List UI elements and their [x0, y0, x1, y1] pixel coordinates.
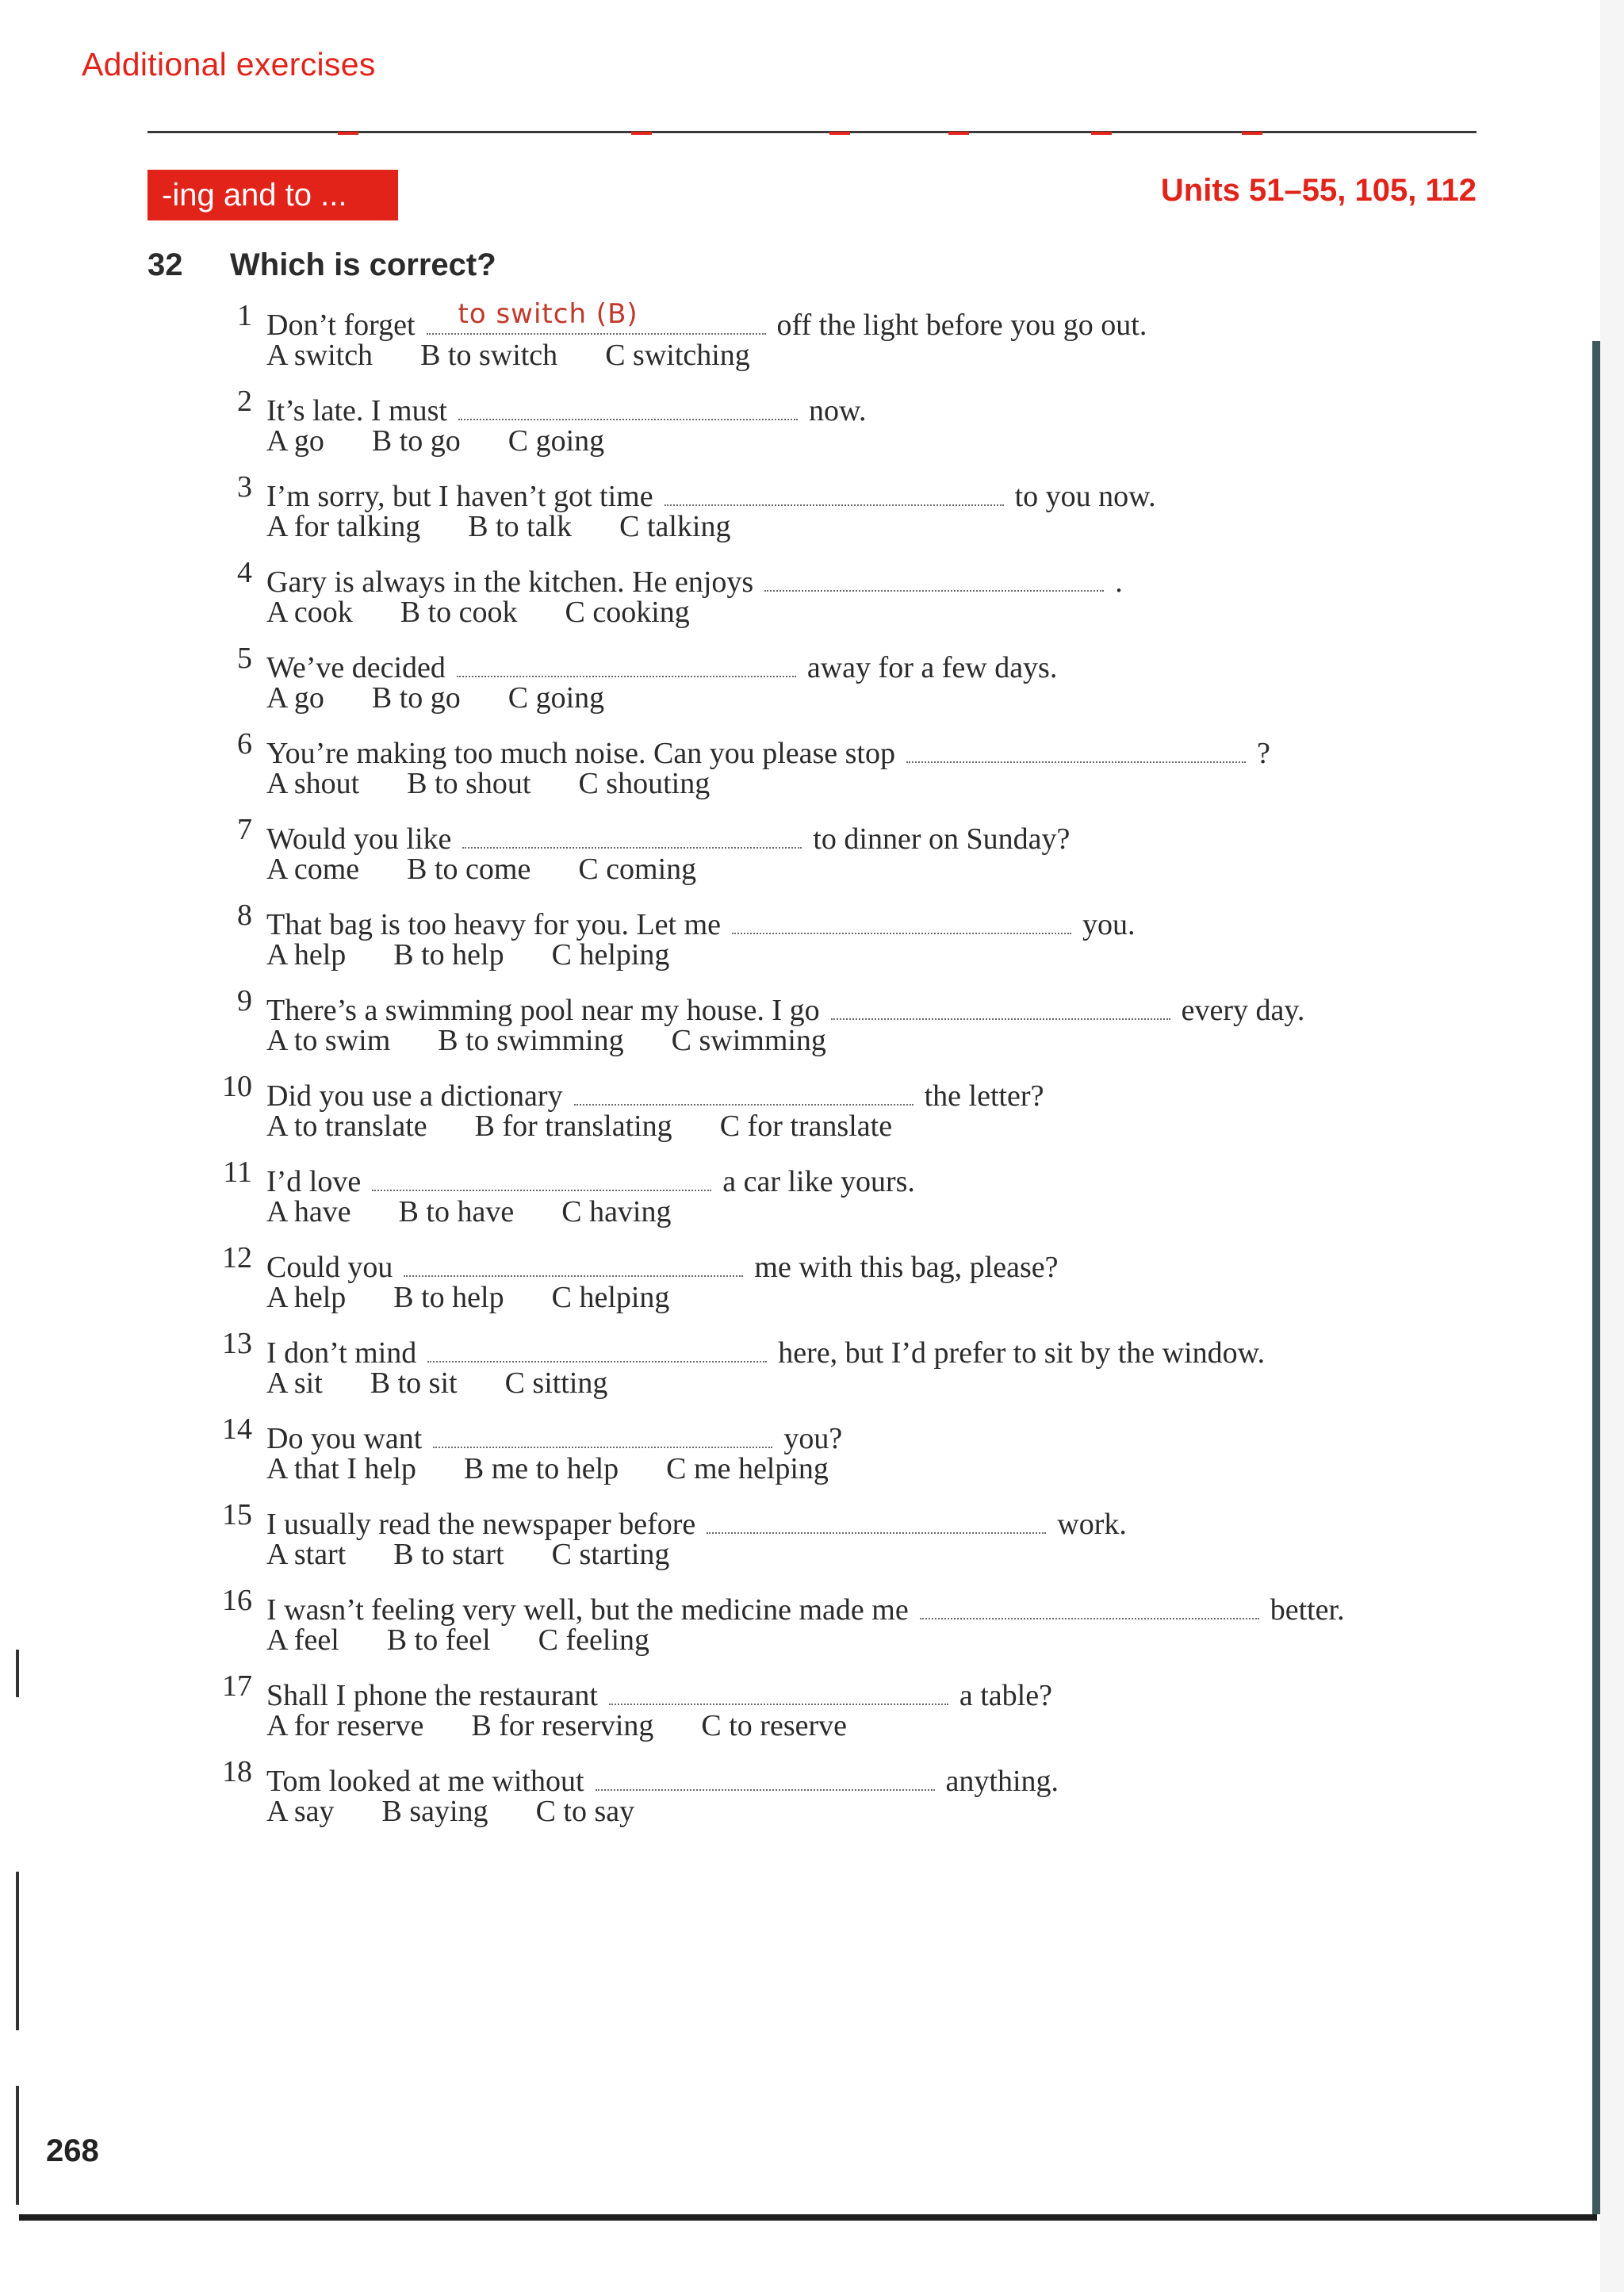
sentence-end: a car like yours. — [722, 1165, 915, 1198]
answer-blank[interactable] — [462, 812, 802, 849]
answer-option[interactable]: B to have — [398, 1195, 515, 1228]
answer-option[interactable]: C swimming — [671, 1024, 826, 1057]
answer-option[interactable]: A to translate — [266, 1110, 427, 1143]
answer-option[interactable]: A feel — [266, 1623, 339, 1657]
answer-option[interactable]: B for translating — [474, 1110, 672, 1143]
answer-option[interactable]: B to help — [393, 1281, 504, 1314]
answer-option[interactable]: C to reserve — [701, 1709, 848, 1742]
answer-options — [266, 1451, 876, 1486]
question-item — [0, 1412, 1624, 1497]
answer-blank[interactable] — [427, 1326, 767, 1363]
answer-option[interactable]: C coming — [578, 853, 697, 886]
sentence-start: I don’t mind — [266, 1336, 417, 1370]
answer-blank[interactable] — [574, 1069, 914, 1106]
question-sentence — [266, 1754, 1059, 1799]
sentence-end: ? — [1257, 737, 1270, 770]
answer-option[interactable]: A that I help — [266, 1452, 416, 1485]
answer-option[interactable]: B to cook — [400, 596, 518, 629]
sentence-end: you. — [1082, 908, 1136, 941]
question-item — [0, 555, 1624, 641]
question-sentence — [266, 898, 1136, 942]
page-spine — [1600, 0, 1624, 2292]
answer-option[interactable]: A go — [266, 424, 324, 458]
answer-option[interactable]: A come — [266, 853, 360, 886]
sentence-start: I’m sorry, but I haven’t got time — [266, 480, 653, 513]
question-number: 3 — [237, 470, 252, 504]
answer-blank[interactable] — [457, 641, 796, 677]
answer-option[interactable]: B to help — [393, 938, 504, 972]
answer-blank[interactable] — [596, 1754, 935, 1791]
sentence-start: Do you want — [266, 1422, 423, 1455]
question-sentence — [266, 1497, 1127, 1542]
sentence-start: That bag is too heavy for you. Let me — [266, 908, 722, 941]
answer-option[interactable]: B saying — [381, 1795, 488, 1828]
answer-option[interactable]: C for translate — [719, 1110, 893, 1143]
sentence-start: Could you — [266, 1251, 393, 1284]
sentence-end: here, but I’d prefer to sit by the window. — [778, 1336, 1266, 1370]
question-sentence — [266, 983, 1304, 1028]
sentence-start: Tom looked at me without — [266, 1765, 584, 1798]
header-rule-accents — [147, 132, 1477, 135]
question-number: 9 — [237, 984, 252, 1018]
answer-blank[interactable] — [404, 1240, 743, 1277]
answer-options — [266, 680, 652, 715]
sentence-start: I’d love — [266, 1165, 362, 1198]
question-sentence — [266, 384, 866, 428]
answer-blank[interactable] — [920, 1583, 1259, 1619]
question-number: 18 — [222, 1755, 252, 1788]
question-item — [0, 1497, 1624, 1583]
units-reference: Units 51–55, 105, 112 — [1160, 173, 1477, 208]
sentence-end: every day. — [1181, 994, 1305, 1027]
answer-blank[interactable] — [433, 1412, 772, 1448]
question-number: 4 — [237, 556, 252, 589]
sentence-end: better. — [1270, 1593, 1345, 1627]
answer-options — [266, 937, 717, 972]
sentence-start: There’s a swimming pool near my house. I go — [266, 994, 820, 1027]
answer-option[interactable]: C helping — [551, 1281, 670, 1314]
answer-option[interactable]: A help — [266, 1281, 347, 1314]
sentence-end: me with this bag, please? — [754, 1251, 1059, 1284]
answer-option[interactable]: B to shout — [407, 767, 531, 800]
answer-option[interactable]: A sit — [266, 1366, 323, 1400]
answer-option[interactable]: B to come — [407, 853, 531, 886]
question-item — [0, 1155, 1624, 1240]
answer-option[interactable]: A have — [266, 1195, 351, 1228]
answer-options — [266, 1109, 940, 1144]
sentence-end: to dinner on Sunday? — [813, 822, 1071, 856]
question-number: 5 — [237, 642, 252, 675]
answer-options — [266, 595, 737, 630]
question-sentence — [266, 1326, 1265, 1370]
question-number: 17 — [222, 1669, 252, 1703]
question-sentence — [266, 555, 1123, 600]
question-number: 1 — [237, 299, 252, 332]
running-header: Additional exercises — [82, 46, 376, 82]
answer-option[interactable]: A for talking — [266, 510, 421, 543]
answer-option[interactable]: C cooking — [565, 596, 690, 629]
sentence-end: away for a few days. — [806, 651, 1058, 684]
question-item — [0, 470, 1624, 555]
sentence-end: work. — [1057, 1508, 1127, 1541]
answer-blank[interactable] — [764, 555, 1104, 592]
answer-option[interactable]: A shout — [266, 767, 360, 800]
binding-mark — [16, 2086, 19, 2205]
question-number: 8 — [237, 899, 252, 932]
answer-option[interactable]: A help — [266, 938, 347, 972]
answer-blank[interactable] — [831, 983, 1170, 1020]
sentence-start: You’re making too much noise. Can you please stop — [266, 737, 895, 770]
sentence-end: anything. — [945, 1765, 1059, 1798]
answer-options — [266, 1194, 719, 1229]
question-sentence — [266, 298, 1147, 343]
section-tag: -ing and to ... — [147, 170, 398, 220]
answer-option[interactable]: A go — [266, 681, 324, 715]
binding-mark — [16, 1872, 19, 2030]
exercise-title: Which is correct? — [230, 247, 496, 282]
page-edge-shadow — [1592, 341, 1600, 2214]
answer-option[interactable]: B to swimming — [438, 1024, 624, 1057]
question-sentence — [266, 470, 1156, 514]
answer-option[interactable]: B to go — [371, 681, 461, 715]
answer-blank[interactable] — [427, 298, 766, 335]
question-list — [0, 298, 1624, 1840]
answer-option[interactable]: B to talk — [468, 510, 573, 543]
question-number: 14 — [222, 1412, 252, 1446]
answer-options — [266, 1366, 655, 1401]
answer-options — [266, 1623, 697, 1658]
sentence-start: I usually read the newspaper before — [266, 1508, 696, 1541]
answer-blank[interactable] — [665, 470, 1004, 506]
answer-option[interactable]: B to switch — [420, 339, 558, 372]
answer-option[interactable]: A say — [266, 1795, 335, 1828]
sentence-start: I wasn’t feeling very well, but the medicine made me — [266, 1593, 909, 1627]
sentence-end: . — [1115, 565, 1123, 599]
answer-option[interactable]: C talking — [619, 510, 731, 543]
question-item — [0, 983, 1624, 1069]
answer-option[interactable]: C feeling — [538, 1623, 650, 1657]
sentence-end: to you now. — [1014, 480, 1156, 513]
question-item — [0, 1669, 1624, 1754]
answer-option[interactable]: B me to help — [463, 1452, 619, 1485]
sentence-start: Don’t forget — [266, 309, 416, 342]
sentence-start: Gary is always in the kitchen. He enjoys — [266, 565, 754, 599]
answer-options — [266, 424, 652, 458]
question-sentence — [266, 1240, 1058, 1285]
answer-option[interactable]: B for reserving — [471, 1709, 654, 1742]
handwritten-answer: to switch (B) — [458, 298, 638, 330]
question-item — [0, 726, 1624, 812]
question-number: 16 — [222, 1584, 252, 1617]
question-sentence — [266, 1583, 1345, 1627]
answer-option[interactable]: C sitting — [504, 1366, 608, 1400]
answer-option[interactable]: C shouting — [578, 767, 710, 800]
sentence-end: off the light before you go out. — [776, 309, 1147, 342]
question-number: 12 — [222, 1241, 252, 1274]
answer-option[interactable]: A for reserve — [266, 1709, 424, 1742]
answer-options — [266, 766, 757, 801]
question-item — [0, 1240, 1624, 1326]
answer-blank[interactable] — [732, 898, 1071, 934]
answer-blank[interactable] — [906, 726, 1246, 763]
answer-option[interactable]: C having — [561, 1195, 672, 1228]
answer-options — [266, 509, 778, 544]
question-sentence — [266, 1155, 915, 1199]
answer-option[interactable]: A start — [266, 1538, 347, 1571]
question-item — [0, 384, 1624, 470]
question-number: 10 — [222, 1070, 252, 1103]
sentence-end: you? — [783, 1422, 843, 1455]
question-sentence — [266, 641, 1057, 685]
answer-blank[interactable] — [372, 1155, 711, 1191]
question-sentence — [266, 1412, 842, 1456]
question-item — [0, 1069, 1624, 1155]
answer-blank[interactable] — [609, 1669, 948, 1705]
sentence-start: Did you use a dictionary — [266, 1079, 563, 1113]
page-number: 268 — [46, 2133, 99, 2168]
answer-option[interactable]: B to go — [371, 424, 461, 458]
answer-option[interactable]: C helping — [551, 938, 670, 972]
question-item — [0, 298, 1624, 384]
question-item — [0, 812, 1624, 898]
answer-options — [266, 1537, 717, 1572]
answer-option[interactable]: C to say — [535, 1795, 635, 1828]
question-sentence — [266, 1069, 1044, 1113]
answer-options — [266, 1794, 682, 1829]
question-sentence — [266, 726, 1270, 771]
footer-rule — [19, 2214, 1597, 2221]
question-item — [0, 641, 1624, 726]
answer-option[interactable]: C going — [508, 424, 605, 458]
question-number: 13 — [222, 1327, 252, 1360]
answer-options — [266, 1708, 894, 1743]
question-item — [0, 1583, 1624, 1669]
answer-option[interactable]: B to start — [393, 1538, 504, 1571]
question-number: 6 — [237, 727, 252, 761]
sentence-start: It’s late. I must — [266, 394, 447, 427]
question-sentence — [266, 1669, 1052, 1713]
sentence-end: the letter? — [924, 1079, 1044, 1113]
exercise-number: 32 — [147, 247, 183, 282]
answer-option[interactable]: A to swim — [266, 1024, 391, 1057]
answer-option[interactable]: A switch — [266, 339, 373, 372]
question-item — [0, 1754, 1624, 1840]
sentence-start: Shall I phone the restaurant — [266, 1679, 598, 1712]
answer-options — [266, 1280, 717, 1315]
answer-option[interactable]: B to sit — [370, 1366, 458, 1400]
answer-options — [266, 1023, 874, 1058]
question-item — [0, 898, 1624, 983]
answer-options — [266, 338, 798, 373]
sentence-start: Would you like — [266, 822, 452, 856]
sentence-start: We’ve decided — [266, 651, 446, 684]
sentence-end: now. — [808, 394, 867, 427]
sentence-end: a table? — [959, 1679, 1052, 1712]
answer-option[interactable]: A cook — [266, 596, 353, 629]
answer-options — [266, 852, 744, 887]
answer-option[interactable]: C me helping — [666, 1452, 829, 1485]
question-number: 11 — [223, 1156, 252, 1189]
binding-mark — [16, 1650, 19, 1697]
answer-option[interactable]: C starting — [551, 1538, 670, 1571]
answer-blank[interactable] — [458, 384, 798, 420]
answer-option[interactable]: C switching — [605, 339, 750, 372]
question-sentence — [266, 812, 1070, 857]
answer-option[interactable]: C going — [508, 681, 605, 715]
answer-blank[interactable] — [707, 1497, 1046, 1534]
question-number: 2 — [237, 385, 252, 418]
question-item — [0, 1326, 1624, 1412]
answer-option[interactable]: B to feel — [386, 1623, 491, 1657]
question-number: 15 — [222, 1498, 252, 1531]
question-number: 7 — [237, 813, 252, 846]
